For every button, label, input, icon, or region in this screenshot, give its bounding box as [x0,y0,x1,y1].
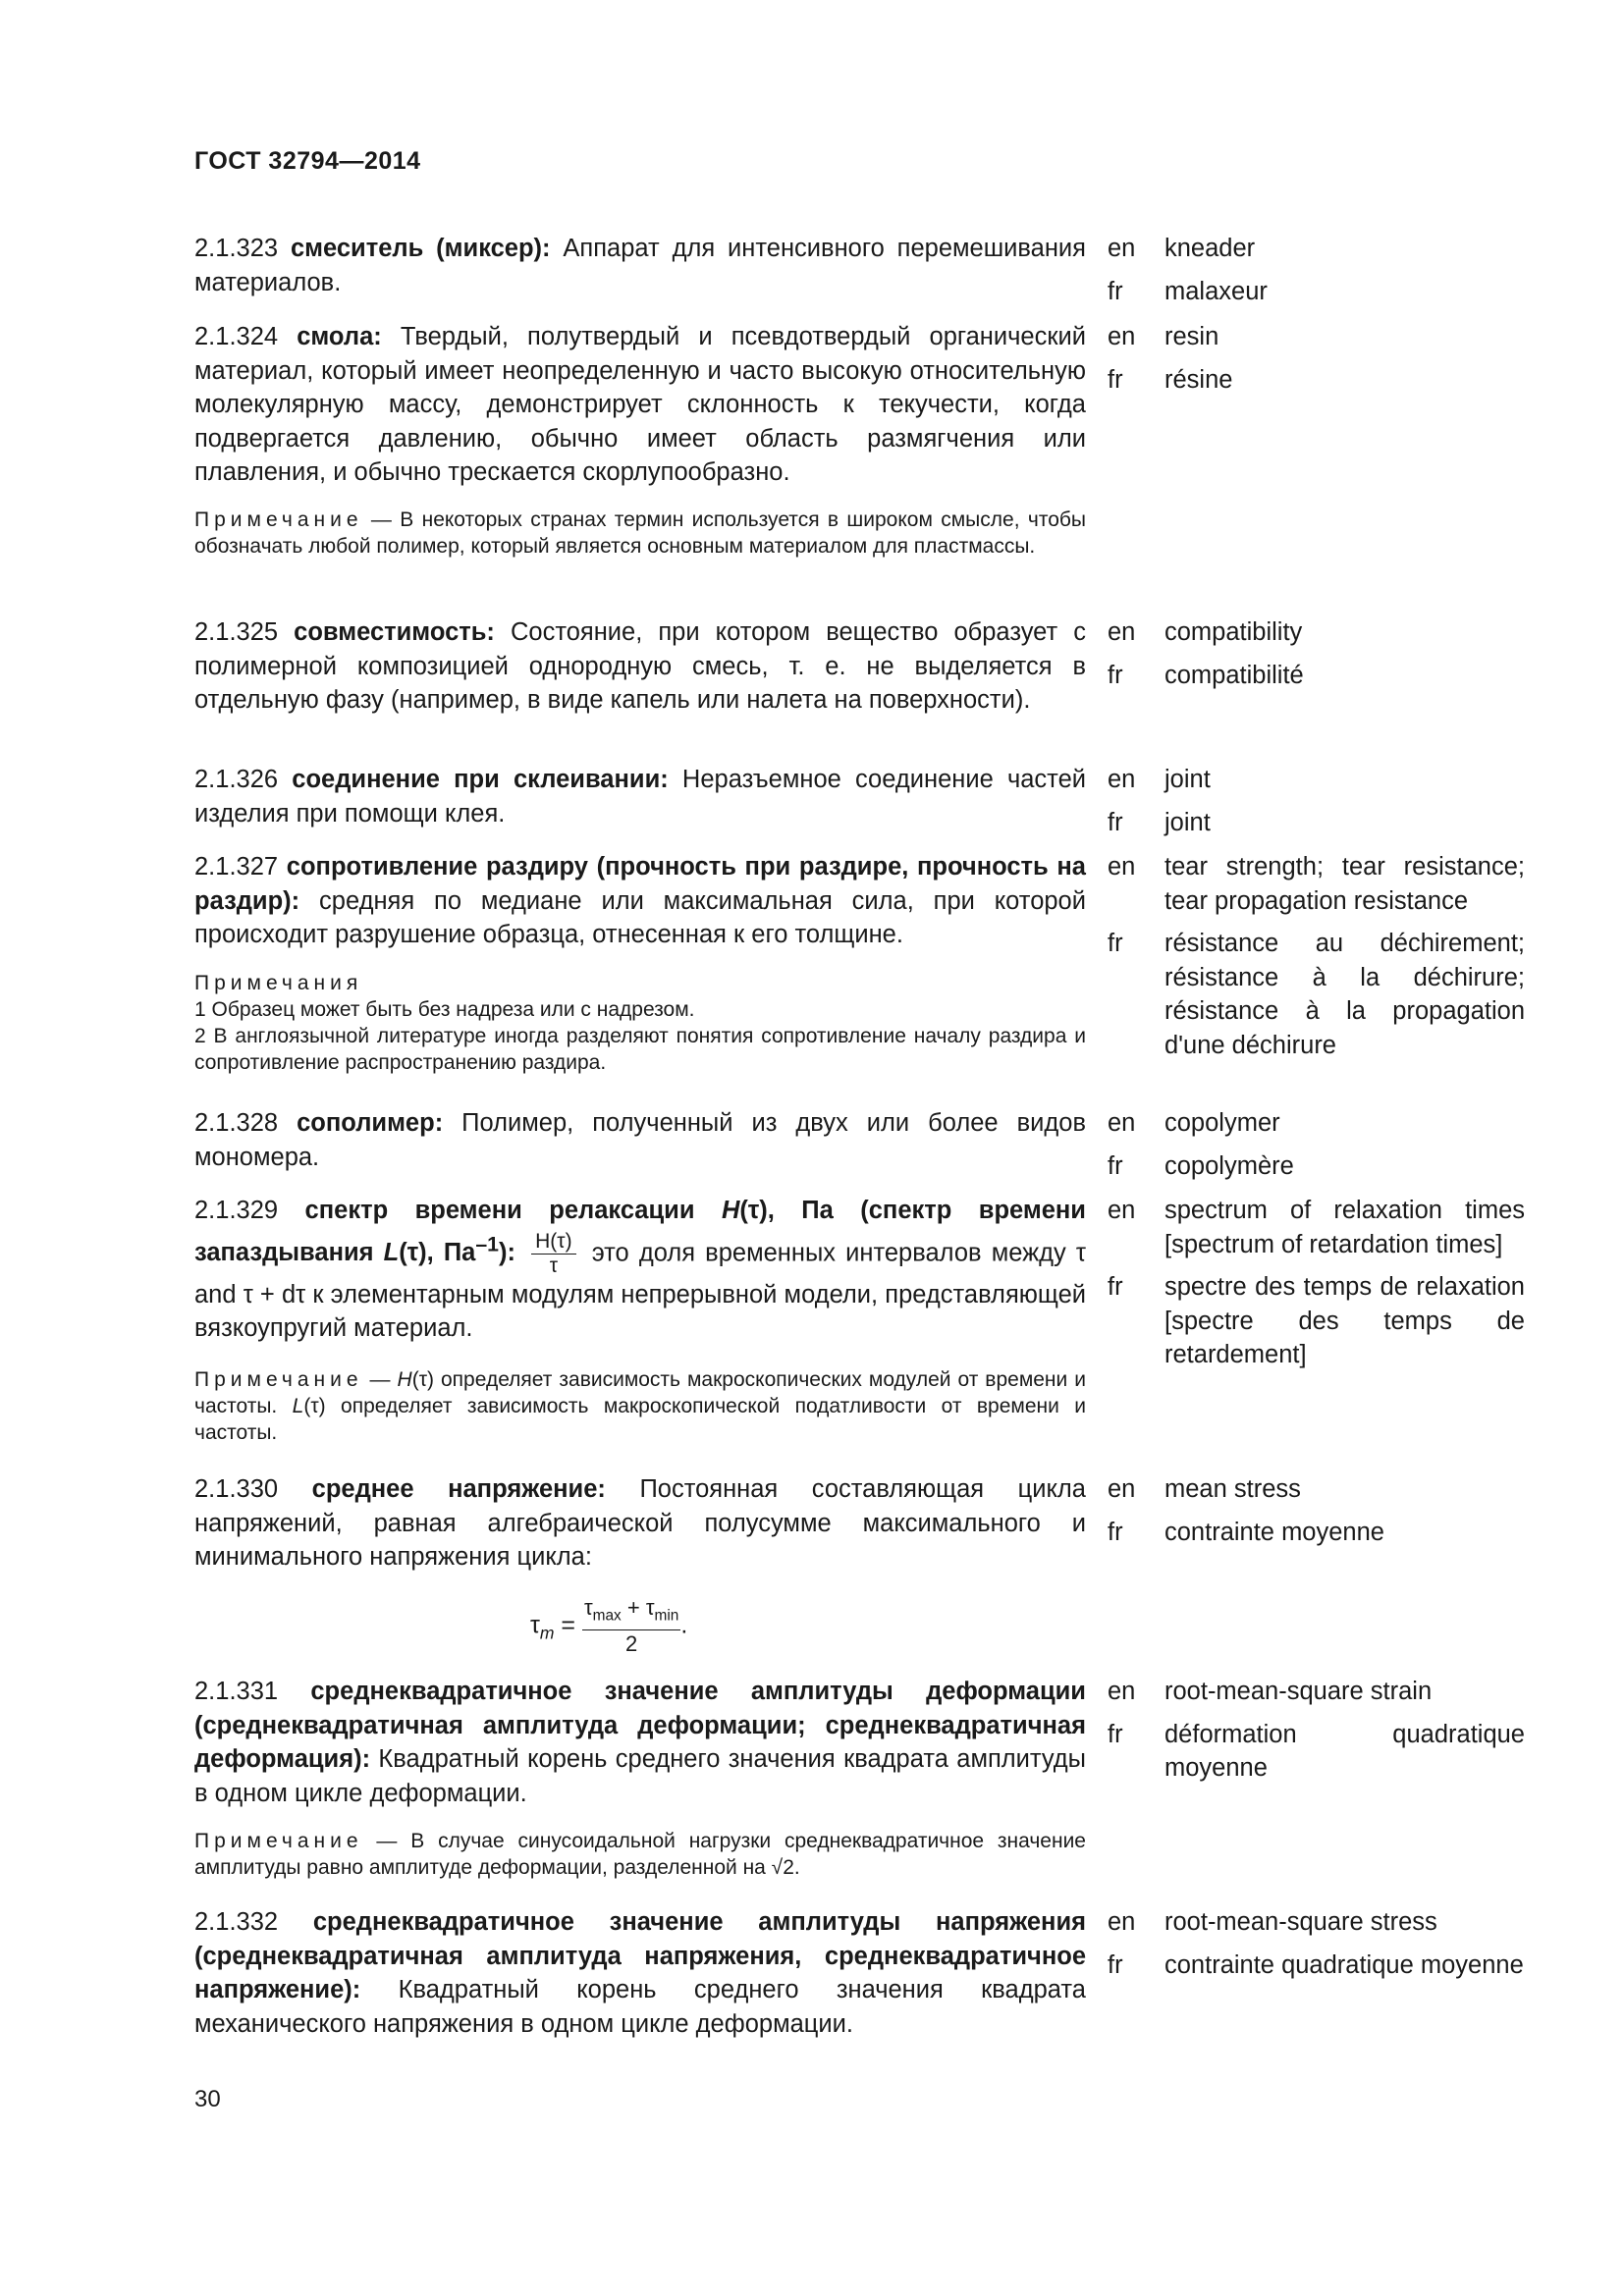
term-number: 2.1.329 [194,1197,279,1224]
definition-2-1-329 [194,1194,1086,1346]
formula-fraction [582,1594,680,1658]
note-item-2: 2 В англоязычной литературе иногда разделяют понятия сопротивление началу раздира и сопротивление распространению раздира. [194,1025,1086,1074]
translations-2-1-326 [1108,763,1525,839]
formula-lhs-sub: m [539,1623,555,1643]
lang-code-fr: fr [1108,365,1123,394]
definition-2-1-326 [194,763,1086,830]
term-name: среднеквадратичное значение амплитуды напряжения (среднеквадратичная амплитуда напряжения, среднеквадратичное напряжение): [194,1908,1087,2003]
term-symbol-h: H [721,1197,740,1224]
term-en: compatibility [1164,618,1303,646]
lang-code-fr: fr [1108,661,1123,689]
translations-2-1-331 [1108,1675,1525,1786]
term-en: kneader [1164,235,1256,262]
definition-2-1-332 [194,1905,1086,2041]
term-number: 2.1.332 [194,1908,279,1936]
notes-2-1-327 [194,970,1086,1076]
formula-denominator: 2 [625,1631,638,1657]
term-en: copolymer [1164,1109,1280,1137]
translations-2-1-328 [1108,1106,1525,1183]
term-fr: spectre des temps de relaxation [spectre des temps de retardement] [1164,1273,1525,1368]
formula-tau: τ [583,1595,593,1620]
translations-2-1-327 [1108,850,1525,1062]
translations-2-1-329 [1108,1194,1525,1372]
lang-code-en: en [1108,1475,1136,1503]
translations-2-1-325 [1108,615,1525,692]
note-text: — В случае синусоидальной нагрузки среднеквадратичное значение амплитуды равно амплитуде деформации, разделенной на √2. [194,1830,1086,1879]
lang-code-en: en [1108,853,1136,881]
definition-2-1-324 [194,320,1086,490]
lang-code-fr: fr [1108,808,1123,836]
translations-2-1-323 [1108,232,1525,308]
definition-2-1-325 [194,615,1086,718]
term-fr: résistance au déchirement; résistance à la déchirure; résistance à la propagation d'une déchirure [1164,930,1525,1059]
lang-code-fr: fr [1108,1273,1123,1301]
term-name: сопротивление раздиру (прочность при раздире, прочность на раздир): [194,853,1086,915]
lang-code-en: en [1108,1678,1136,1705]
term-part: (τ), Па (спектр времени запаздывания [194,1197,1086,1266]
note-label: Примечание [194,508,363,531]
lang-code-fr: fr [1108,1950,1123,1979]
formula-lhs: τ [530,1611,540,1639]
note-label: Примечание [194,1368,363,1391]
fraction-denominator: τ [549,1254,558,1277]
lang-code-en: en [1108,1908,1136,1936]
lang-code-en: en [1108,1197,1136,1224]
fraction-numerator: H(τ) [531,1230,575,1255]
note-text: — [362,1368,398,1391]
term-definition: Аппарат для интенсивного перемешивания материалов. [194,235,1086,296]
term-definition: это доля временных интервалов между τ and τ + dτ к элементарным модулям непрерывной модели, представляющей вязкоупругий материал. [194,1239,1087,1343]
formula-eq: = [554,1611,582,1639]
formula-mean-stress [530,1594,687,1658]
term-name: сополимер: [297,1109,444,1137]
term-number: 2.1.331 [194,1678,279,1705]
formula-numerator [582,1594,680,1630]
note-label: Примечания [194,972,363,994]
term-part: (τ), Па [399,1239,476,1266]
term-fr: contrainte quadratique moyenne [1164,1950,1524,1979]
translations-2-1-330 [1108,1472,1525,1549]
term-number: 2.1.328 [194,1109,279,1137]
term-superscript: –1 [475,1232,499,1256]
term-fr: copolymère [1164,1151,1294,1180]
term-definition: Квадратный корень среднего значения квадрата амплитуды в одном цикле деформации. [194,1745,1086,1807]
term-fr: contrainte moyenne [1164,1518,1384,1546]
lang-code-en: en [1108,618,1136,646]
term-en: tear strength; tear resistance; tear propagation resistance [1164,853,1525,915]
term-fr: joint [1164,808,1211,836]
term-en: joint [1164,766,1211,793]
term-definition: Квадратный корень среднего значения квадрата механического напряжения в одном цикле деформации. [194,1976,1086,2038]
term-name: смеситель (миксер): [290,235,551,262]
term-definition: Твердый, полутвердый и псевдотвердый органический материал, который имеет неопределенную и часто высокую относительную молекулярную массу, демонстрирует склонность к текучести, когда подвергается давлению, обычно имеет область размягчения или плавления, и обычно трескается скорлупообразно. [194,323,1086,486]
term-name: совместимость: [294,618,495,646]
fraction [531,1230,575,1278]
term-name: среднее напряжение: [311,1475,606,1503]
lang-code-en: en [1108,323,1136,350]
term-en: mean stress [1164,1475,1301,1503]
term-number: 2.1.325 [194,618,279,646]
formula-sub-min: min [654,1607,679,1625]
term-name: соединение при склеивании: [292,766,669,793]
lang-code-fr: fr [1108,277,1123,305]
definition-2-1-327 [194,850,1086,952]
term-en: root-mean-square stress [1164,1908,1437,1936]
formula-sub-max: max [592,1607,622,1625]
term-number: 2.1.326 [194,766,279,793]
lang-code-fr: fr [1108,1518,1123,1546]
lang-code-en: en [1108,235,1136,262]
lang-code-fr: fr [1108,1151,1123,1180]
term-fr: résine [1164,365,1233,394]
note-text: (τ) определяет зависимость макроскопической податливости от времени и частоты. [194,1395,1086,1444]
term-en: spectrum of relaxation times [spectrum of retardation times] [1164,1197,1525,1258]
definition-2-1-328 [194,1106,1086,1174]
note-item-1: 1 Образец может быть без надреза или с надрезом. [194,998,695,1021]
term-fr: malaxeur [1164,277,1268,305]
term-fr: compatibilité [1164,661,1304,689]
term-definition: Полимер, полученный из двух или более видов мономера. [194,1109,1086,1171]
formula-plus: + τ [621,1595,655,1620]
term-definition: Постоянная составляющая цикла напряжений, равная алгебраической полусумме максимального и минимального напряжения цикла: [194,1475,1086,1571]
note-2-1-331 [194,1828,1086,1881]
page-header: ГОСТ 32794—2014 [194,147,421,175]
note-2-1-324 [194,507,1086,560]
definition-2-1-331 [194,1675,1086,1810]
note-text: (τ) определяет зависимость макроскопических модулей от времени и частоты. [194,1368,1086,1417]
term-name: среднеквадратичное значение амплитуды деформации (среднеквадратичная амплитуда деформации; среднеквадратичная деформация): [194,1678,1086,1773]
lang-code-fr: fr [1108,930,1123,957]
definition-2-1-323 [194,232,1086,299]
definition-2-1-330 [194,1472,1086,1575]
term-definition: средняя по медиане или максимальная сила, при которой происходит разрушение образца, отнесенная к его толщине. [194,886,1086,948]
note-text: — В некоторых странах термин используется в широком смысле, чтобы обозначать любой полимер, который является основным материалом для пластмассы. [194,508,1086,558]
term-number: 2.1.330 [194,1475,279,1503]
term-number: 2.1.323 [194,235,279,262]
term-fr: déformation quadratique moyenne [1164,1720,1525,1782]
term-part: спектр времени релаксации [304,1197,722,1224]
term-en: resin [1164,323,1219,350]
term-name: смола: [297,323,382,350]
formula-end: . [680,1611,688,1639]
note-symbol-l: L [292,1395,304,1417]
term-en: root-mean-square strain [1164,1678,1433,1705]
translations-2-1-332 [1108,1905,1525,1982]
note-label: Примечание [194,1830,363,1852]
translations-2-1-324 [1108,320,1525,397]
note-symbol-h: H [397,1368,412,1391]
page-number: 30 [194,2086,221,2112]
lang-code-en: en [1108,766,1136,793]
term-symbol-l: L [383,1239,400,1266]
term-part: ): [498,1239,515,1266]
note-2-1-329 [194,1366,1086,1446]
term-number: 2.1.327 [194,853,279,881]
lang-code-fr: fr [1108,1720,1123,1748]
term-definition: Состояние, при котором вещество образует с полимерной композицией однородную смесь, т. е. не выделяется в отдельную фазу (например, в виде капель или налета на поверхности). [194,618,1086,714]
term-definition: Неразъемное соединение частей изделия при помощи клея. [194,766,1086,828]
term-number: 2.1.324 [194,323,279,350]
lang-code-en: en [1108,1109,1136,1137]
